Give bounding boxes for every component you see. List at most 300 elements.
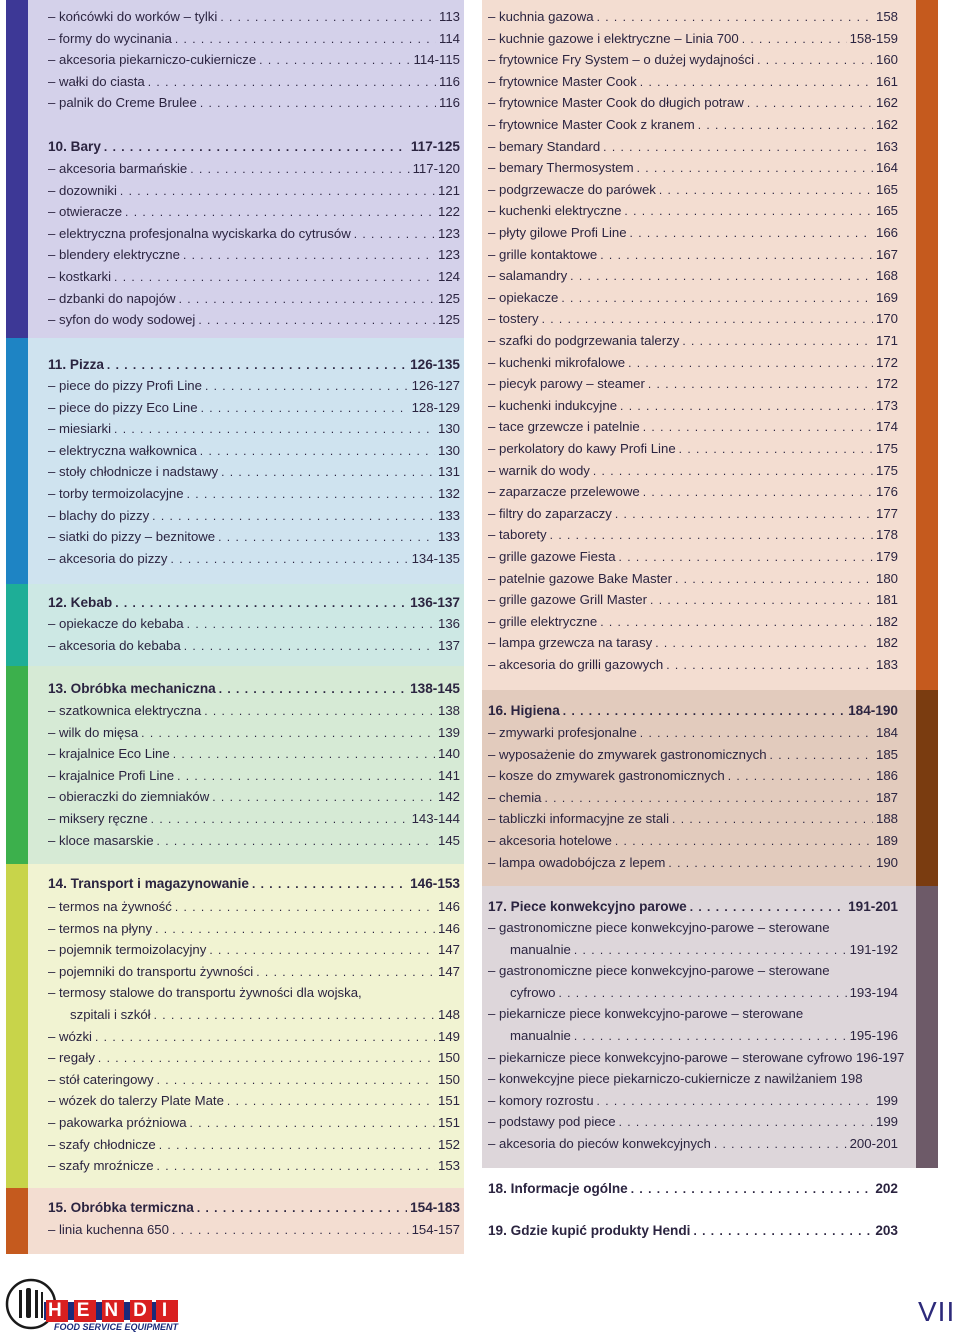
toc-entry-title: – regały	[48, 1050, 95, 1066]
toc-leader-dots	[173, 743, 435, 765]
toc-entry-title: – akcesoria barmańskie	[48, 161, 188, 176]
toc-entry-title: – warnik do wody	[488, 462, 590, 478]
toc-entry-title: – formy do wycinania	[48, 30, 172, 46]
toc-section-heading	[48, 678, 460, 700]
toc-entry-title: – akcesoria piekarniczo-cukiernicze	[48, 52, 257, 68]
toc-entry	[48, 223, 460, 245]
toc-leader-dots	[600, 611, 873, 633]
toc-entry-title: 15. Obróbka termiczna	[48, 1200, 194, 1215]
toc-entry	[48, 982, 460, 1004]
toc-section-heading	[48, 136, 460, 158]
toc-leader-dots	[218, 526, 435, 548]
toc-leader-dots	[550, 524, 873, 546]
toc-entry	[48, 180, 460, 202]
toc-leader-dots	[107, 354, 407, 376]
toc-entry-title: – wilk do mięsa	[48, 724, 139, 740]
toc-entry	[488, 982, 898, 1004]
toc-entry	[48, 309, 460, 331]
toc-page-number: 171	[875, 333, 898, 348]
toc-page-number: 179	[875, 549, 898, 564]
toc-entry	[488, 308, 898, 330]
toc-page-number: 151	[437, 1093, 460, 1109]
toc-leader-dots	[690, 896, 845, 918]
section-stripe	[916, 0, 938, 690]
toc-entry	[48, 1004, 460, 1026]
toc-leader-dots	[155, 918, 435, 940]
toc-leader-dots	[597, 1090, 873, 1112]
toc-page-number: 187	[875, 789, 898, 805]
toc-leader-dots	[157, 1155, 435, 1177]
toc-page-number: 122	[437, 204, 460, 220]
toc-leader-dots	[675, 568, 873, 590]
toc-leader-dots	[597, 6, 873, 28]
toc-entry-title: – wałki do ciasta	[48, 73, 145, 89]
toc-entry-title: – frytownice Master Cook	[488, 73, 637, 89]
toc-entry-title: – obieraczki do ziemniaków	[48, 789, 210, 805]
toc-entry-title: – pojemniki do transportu żywności	[48, 963, 254, 979]
toc-page-number: 200-201	[849, 1136, 898, 1151]
toc-page-number: 130	[437, 421, 460, 437]
toc-leader-dots	[659, 179, 873, 201]
toc-entry	[488, 654, 898, 676]
toc-page-number: 124	[437, 269, 460, 284]
toc-leader-dots	[115, 592, 407, 614]
toc-entry	[48, 1090, 460, 1112]
toc-entry	[488, 114, 898, 136]
toc-leader-dots	[757, 49, 873, 71]
toc-entry	[488, 6, 898, 28]
toc-entry	[48, 635, 460, 657]
toc-page-number: 146	[437, 899, 460, 914]
toc-entry-title: – gastronomiczne piece konwekcyjno-parowe – sterowane	[488, 920, 830, 935]
toc-leader-dots	[570, 265, 873, 287]
toc-entry-title: – akcesoria do pieców konwekcyjnych	[488, 1136, 711, 1151]
toc-entry	[48, 1069, 460, 1091]
toc-leader-dots	[120, 180, 435, 202]
toc-page-number: 154-183	[410, 1200, 460, 1215]
toc-entry	[48, 526, 460, 548]
toc-page-number: 158	[875, 9, 898, 24]
hendi-logo	[4, 1276, 184, 1334]
toc-entry-title: – kloce masarskie	[48, 832, 154, 848]
toc-page-number: 184-190	[848, 703, 898, 718]
toc-page-number: 182	[875, 635, 898, 651]
toc-entry-title: – krajalnice Eco Line	[48, 746, 170, 762]
toc-entry	[488, 1133, 898, 1155]
toc-entry	[48, 743, 460, 765]
section-stripe	[6, 666, 28, 864]
toc-leader-dots	[666, 654, 873, 676]
toc-page-number: 170	[875, 311, 898, 327]
toc-entry	[488, 546, 898, 568]
toc-leader-dots	[714, 1133, 847, 1155]
toc-entry-title: – kosze do zmywarek gastronomicznych	[488, 768, 725, 784]
toc-entry	[488, 373, 898, 395]
toc-entry	[48, 961, 460, 983]
toc-page-number: 163	[875, 138, 898, 154]
toc-entry-title: – podstawy pod piece	[488, 1114, 616, 1130]
toc-leader-dots	[200, 440, 435, 462]
section-stripe	[6, 584, 28, 666]
toc-page-number: 189	[875, 833, 898, 848]
toc-page-number: 176	[875, 484, 898, 500]
toc-page-number: 152	[437, 1136, 460, 1152]
toc-entry-title: – wyposażenie do zmywarek gastronomicznych	[488, 746, 767, 762]
toc-page-number: 190	[875, 854, 898, 870]
toc-entry	[488, 157, 898, 179]
toc-page-number: 123	[437, 247, 460, 263]
toc-entry	[488, 395, 898, 417]
toc-entry	[488, 917, 898, 939]
toc-entry-title: – pakowarka próżniowa	[48, 1115, 187, 1130]
toc-entry-title: – torby termoizolacyjne	[48, 486, 184, 501]
toc-entry	[488, 960, 898, 982]
toc-leader-dots	[227, 1090, 435, 1112]
toc-page-number: 147	[437, 963, 460, 979]
toc-page-number: 185	[875, 746, 898, 762]
toc-page-number: 149	[437, 1028, 460, 1044]
toc-page-number: 113	[438, 9, 460, 24]
toc-leader-dots	[114, 418, 435, 440]
toc-leader-dots	[593, 460, 873, 482]
toc-entry	[488, 71, 898, 93]
toc-entry	[488, 136, 898, 158]
toc-page-number: 174	[875, 419, 898, 435]
toc-entry-title: 18. Informacje ogólne	[488, 1181, 628, 1196]
toc-entry-title: – tace grzewcze i patelnie	[488, 419, 640, 435]
toc-entry	[488, 939, 898, 961]
toc-page-number: 195-196	[849, 1028, 898, 1043]
toc-page-number: 146	[437, 920, 460, 936]
toc-entry-title: – miesiarki	[48, 421, 112, 437]
toc-page-number: 125	[437, 312, 460, 328]
toc-leader-dots	[615, 830, 873, 852]
toc-leader-dots	[728, 765, 873, 787]
toc-entry-title: – lampa owadobójcza z lepem	[488, 854, 666, 870]
toc-leader-dots	[148, 71, 436, 93]
toc-leader-dots	[175, 28, 436, 50]
toc-leader-dots	[682, 330, 873, 352]
toc-leader-dots	[204, 700, 435, 722]
toc-page-number: 161	[875, 73, 898, 89]
toc-page-number: 123	[437, 225, 460, 241]
toc-page-number: 150	[437, 1050, 460, 1066]
toc-entry-title: – kostkarki	[48, 269, 112, 284]
toc-entry-title: 12. Kebab	[48, 595, 113, 610]
toc-leader-dots	[558, 982, 846, 1004]
toc-leader-dots	[114, 266, 435, 288]
toc-leader-dots	[603, 136, 873, 158]
toc-leader-dots	[198, 309, 435, 331]
toc-page-number: 148	[437, 1007, 460, 1022]
toc-entry-title: – termos na żywność	[48, 899, 172, 914]
toc-entry-title: – akcesoria hotelowe	[488, 833, 612, 848]
toc-entry-title: – szafy mroźnicze	[48, 1158, 154, 1174]
toc-entry-title: – końcówki do worków – tylki	[48, 9, 218, 24]
toc-page-number: 203	[875, 1223, 898, 1238]
toc-entry-title: – krajalnice Profi Line	[48, 767, 175, 783]
toc-leader-dots	[220, 6, 436, 28]
toc-leader-dots	[205, 375, 409, 397]
toc-entry-title: – termosy stalowe do transportu żywności dla wojska,	[48, 985, 362, 1001]
toc-leader-dots	[252, 873, 407, 895]
toc-page-number: 153	[437, 1158, 460, 1174]
toc-entry-title: – gastronomiczne piece konwekcyjno-parowe – sterowane	[488, 963, 830, 979]
toc-entry	[48, 158, 460, 180]
toc-leader-dots	[170, 548, 408, 570]
toc-leader-dots	[159, 1134, 435, 1156]
toc-entry	[488, 481, 898, 503]
toc-entry	[48, 765, 460, 787]
toc-entry	[48, 440, 460, 462]
toc-entry	[48, 700, 460, 722]
toc-leader-dots	[354, 223, 435, 245]
toc-entry-title: – akcesoria do kebaba	[48, 637, 181, 653]
toc-leader-dots	[152, 505, 435, 527]
toc-entry-title: – tostery	[488, 311, 539, 327]
toc-page-number: 164	[875, 160, 898, 176]
toc-entry-title: – termos na płyny	[48, 920, 153, 936]
toc-page-number: 158-159	[849, 30, 898, 46]
toc-section-heading	[488, 1178, 898, 1200]
toc-leader-dots	[175, 896, 435, 918]
toc-entry	[48, 244, 460, 266]
toc-entry-title: – konwekcyjne piece piekarniczo-cukiernicze z nawilżaniem 198	[488, 1071, 863, 1087]
toc-leader-dots	[631, 1178, 873, 1200]
toc-entry-title: – zaparzacze przelewowe	[488, 484, 640, 500]
toc-entry	[488, 808, 898, 830]
toc-entry	[48, 939, 460, 961]
toc-entry	[488, 1025, 898, 1047]
toc-leader-dots	[742, 28, 847, 50]
toc-leader-dots	[643, 481, 873, 503]
toc-leader-dots	[179, 288, 435, 310]
toc-page-number: 126-127	[411, 378, 460, 393]
toc-entry-title: szpitali i szkół	[70, 1007, 151, 1022]
toc-entry-title: – szafki do podgrzewania talerzy	[488, 333, 680, 348]
toc-leader-dots	[672, 808, 873, 830]
section-stripe	[6, 338, 28, 584]
toc-leader-dots	[563, 700, 845, 722]
toc-page-number: 177	[875, 505, 898, 521]
section-stripe	[6, 864, 28, 1188]
toc-leader-dots	[615, 503, 873, 525]
toc-entry	[488, 1111, 898, 1133]
toc-entry-title: – grille gazowe Fiesta	[488, 549, 616, 564]
toc-page-number: 150	[437, 1071, 460, 1087]
toc-page-number: 182	[875, 613, 898, 629]
toc-entry-title: – płyty gilowe Profi Line	[488, 225, 627, 240]
toc-entry-title: – miksery ręczne	[48, 811, 148, 826]
toc-entry-title: – bemary Standard	[488, 138, 601, 154]
toc-page-number: 136	[437, 616, 460, 631]
toc-entry	[48, 1047, 460, 1069]
toc-entry	[48, 1026, 460, 1048]
toc-entry	[48, 613, 460, 635]
toc-leader-dots	[221, 461, 435, 483]
toc-entry-title: – blendery elektryczne	[48, 247, 180, 263]
toc-entry	[488, 416, 898, 438]
toc-leader-dots	[125, 201, 435, 223]
toc-entry	[488, 1003, 898, 1025]
toc-page-number: 138	[437, 703, 460, 718]
toc-leader-dots	[157, 1069, 435, 1091]
toc-entry-title: – wózek do talerzy Plate Mate	[48, 1093, 224, 1109]
toc-entry-title: 10. Bary	[48, 139, 101, 154]
toc-page-number: 162	[875, 95, 898, 111]
toc-page-number: 133	[437, 529, 460, 545]
toc-page-number: 147	[437, 942, 460, 958]
logo-tagline: FOOD SERVICE EQUIPMENT	[54, 1322, 179, 1332]
toc-page-number: 202	[875, 1181, 898, 1196]
toc-page-number: 125	[437, 290, 460, 306]
toc-page-number: 178	[875, 527, 898, 543]
toc-page-number: 183	[875, 657, 898, 672]
toc-leader-dots	[200, 92, 436, 114]
toc-entry-title: – lampa grzewcza na tarasy	[488, 635, 653, 651]
toc-leader-dots	[624, 200, 873, 222]
toc-page-number: 199	[875, 1092, 898, 1108]
toc-leader-dots	[177, 765, 435, 787]
toc-leader-dots	[619, 546, 873, 568]
toc-entry	[48, 808, 460, 830]
toc-entry-title: manualnie	[510, 1028, 571, 1043]
toc-leader-dots	[190, 1112, 435, 1134]
toc-leader-dots	[643, 416, 873, 438]
toc-page-number: 175	[875, 462, 898, 478]
section-stripe	[6, 0, 28, 338]
toc-leader-dots	[698, 114, 873, 136]
toc-entry-title: – zmywarki profesjonalne	[488, 725, 637, 740]
toc-page-number: 191-201	[848, 899, 898, 914]
page-number: VII	[918, 1296, 956, 1327]
toc-entry	[48, 397, 460, 419]
toc-entry-title: – kuchnia gazowa	[488, 9, 594, 24]
toc-entry	[488, 568, 898, 590]
toc-entry-title: 17. Piece konwekcyjno parowe	[488, 899, 687, 914]
toc-page-number: 141	[437, 767, 460, 783]
toc-entry	[488, 765, 898, 787]
toc-entry-title: – szatkownica elektryczna	[48, 703, 202, 718]
toc-entry	[48, 1219, 460, 1241]
toc-page-number: 154-157	[411, 1222, 460, 1237]
toc-page-number: 175	[875, 441, 898, 456]
toc-entry	[488, 589, 898, 611]
toc-entry	[488, 352, 898, 374]
toc-entry	[488, 852, 898, 874]
toc-entry	[488, 179, 898, 201]
toc-entry-title: – taborety	[488, 527, 547, 543]
toc-page-number: 133	[437, 507, 460, 523]
toc-leader-dots	[141, 722, 435, 744]
toc-leader-dots	[98, 1047, 435, 1069]
toc-entry	[48, 461, 460, 483]
toc-page-number: 166	[875, 225, 898, 240]
toc-entry-title: – chemia	[488, 789, 542, 805]
toc-entry-title: – komory rozrostu	[488, 1092, 594, 1108]
toc-entry-title: – opiekacze	[488, 289, 559, 305]
toc-leader-dots	[190, 158, 409, 180]
section-stripe	[6, 1188, 28, 1254]
toc-leader-dots	[256, 961, 435, 983]
toc-entry	[488, 722, 898, 744]
toc-entry	[488, 265, 898, 287]
toc-leader-dots	[561, 287, 873, 309]
toc-entry	[48, 28, 460, 50]
logo-brand: HENDI	[48, 1300, 183, 1321]
toc-leader-dots	[201, 397, 409, 419]
toc-page-number: 180	[875, 570, 898, 586]
toc-section-heading	[488, 896, 898, 918]
toc-section-heading	[488, 1220, 898, 1242]
toc-entry	[48, 830, 460, 852]
toc-entry-title: – grille elektryczne	[488, 613, 598, 629]
toc-page-number: 146-153	[410, 876, 460, 891]
toc-page-number: 143-144	[411, 811, 460, 826]
toc-page-number: 139	[437, 724, 460, 740]
toc-entry	[48, 918, 460, 940]
toc-leader-dots	[600, 244, 873, 266]
toc-entry-title: – linia kuchenna 650	[48, 1222, 169, 1237]
toc-leader-dots	[630, 222, 873, 244]
toc-entry-title: – elektryczna profesjonalna wyciskarka do cytrusów	[48, 225, 351, 241]
toc-entry	[48, 71, 460, 93]
toc-leader-dots	[104, 136, 408, 158]
toc-entry-title: – piekarnicze piece konwekcyjno-parowe – sterowane	[488, 1006, 804, 1022]
toc-entry	[48, 266, 460, 288]
toc-entry	[48, 786, 460, 808]
toc-entry	[48, 6, 460, 28]
toc-entry-title: – grille gazowe Grill Master	[488, 592, 648, 608]
toc-entry-title: – dozowniki	[48, 182, 117, 198]
toc-page-number: 173	[875, 397, 898, 413]
toc-entry	[488, 222, 898, 244]
toc-entry	[488, 830, 898, 852]
toc-page-number: 138-145	[410, 681, 460, 696]
toc-leader-dots	[679, 438, 873, 460]
toc-leader-dots	[574, 1025, 847, 1047]
toc-entry	[488, 244, 898, 266]
toc-entry	[488, 503, 898, 525]
toc-entry	[488, 1047, 905, 1069]
toc-page-number: 114-115	[413, 52, 460, 68]
toc-page-number: 134-135	[411, 550, 460, 566]
toc-page-number: 117-120	[412, 161, 460, 176]
toc-entry-title: – grille kontaktowe	[488, 246, 598, 262]
toc-page-number: 114	[438, 30, 460, 46]
toc-entry	[48, 1134, 460, 1156]
toc-entry	[48, 288, 460, 310]
toc-entry-title: – bemary Thermosystem	[488, 160, 634, 176]
toc-entry-title: – piece do pizzy Eco Line	[48, 399, 198, 415]
toc-leader-dots	[693, 1220, 872, 1242]
toc-entry	[48, 49, 460, 71]
toc-entry	[488, 1090, 898, 1112]
toc-entry-title: – syfon do wody sodowej	[48, 312, 196, 328]
toc-entry	[48, 505, 460, 527]
toc-leader-dots	[640, 722, 873, 744]
toc-leader-dots	[212, 786, 435, 808]
toc-leader-dots	[184, 635, 435, 657]
toc-leader-dots	[151, 808, 409, 830]
toc-entry-title: – patelnie gazowe Bake Master	[488, 570, 673, 586]
toc-entry	[488, 744, 898, 766]
toc-entry-title: 14. Transport i magazynowanie	[48, 876, 249, 891]
toc-entry	[48, 375, 460, 397]
toc-leader-dots	[620, 395, 873, 417]
toc-entry	[48, 1155, 460, 1177]
toc-entry	[48, 92, 460, 114]
